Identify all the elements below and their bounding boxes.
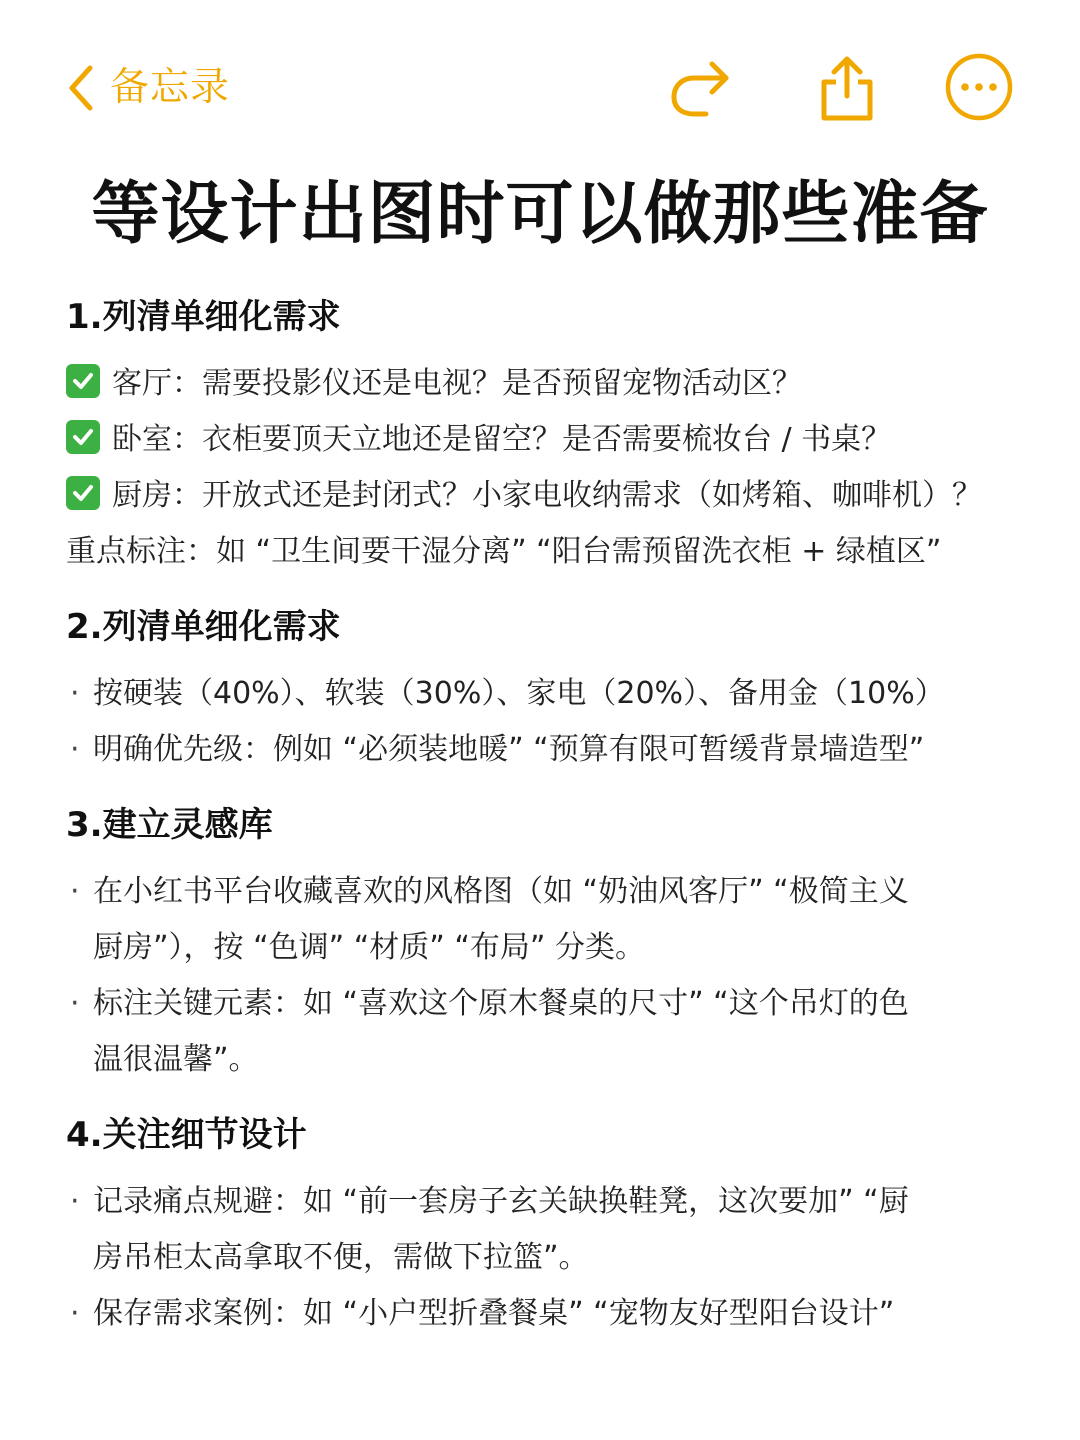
list-item-text: 保存需求案例：如 “小户型折叠餐桌” “宠物友好型阳台设计” [93, 1296, 895, 1331]
check-mark-icon [66, 364, 100, 398]
section-heading: 4.关注细节设计 [66, 1115, 307, 1155]
list-item [66, 1286, 1046, 1342]
note-title: 等设计出图时可以做那些准备 [91, 175, 989, 254]
checklist-text: 厨房：开放式还是封闭式？小家电收纳需求（如烤箱、咖啡机）？ [112, 478, 982, 513]
list-item-text: 在小红书平台收藏喜欢的风格图（如 “奶油风客厅” “极简主义 [93, 874, 909, 909]
note-body [66, 292, 1046, 1342]
more-icon [944, 52, 1014, 122]
list-item-text: 厨房”），按 “色调” “材质” “布局” 分类。 [93, 930, 645, 965]
list-item-text: 按硬装（40%）、软装（30%）、家电（20%）、备用金（10%） [93, 676, 945, 711]
checklist-item [66, 468, 1046, 524]
section-heading: 1.列清单细化需求 [66, 297, 341, 337]
more-button[interactable] [944, 52, 1014, 122]
bullet-mark: · [70, 1184, 80, 1219]
share-icon [812, 52, 882, 122]
list-item [66, 864, 1046, 976]
bullet-mark: · [70, 676, 80, 711]
bullet-mark: · [70, 874, 80, 909]
list-item [66, 722, 1046, 778]
list-item [66, 976, 1046, 1088]
list-item-text: 标注关键元素：如 “喜欢这个原木餐桌的尺寸” “这个吊灯的色 [93, 986, 909, 1021]
back-button[interactable] [66, 62, 230, 114]
list-item-text: 房吊柜太高拿取不便，需做下拉篮”。 [93, 1240, 589, 1275]
note-line: 重点标注：如 “卫生间要干湿分离” “阳台需预留洗衣柜 + 绿植区” [66, 534, 942, 569]
back-label: 备忘录 [110, 65, 231, 110]
chevron-left-icon [66, 64, 96, 112]
check-mark-icon [66, 420, 100, 454]
bullet-mark: · [70, 732, 80, 767]
list-item-text: 明确优先级：例如 “必须装地暖” “预算有限可暂缓背景墙造型” [93, 732, 925, 767]
bullet-mark: · [70, 1296, 80, 1331]
list-item [66, 1174, 1046, 1286]
navigation-bar [0, 0, 1080, 170]
list-item-text: 温很温馨”。 [93, 1042, 259, 1077]
bullet-mark: · [70, 986, 80, 1021]
checklist-text: 客厅：需要投影仪还是电视？是否预留宠物活动区？ [112, 366, 802, 401]
list-item [66, 666, 1046, 722]
checklist-item [66, 356, 1046, 412]
check-mark-icon [66, 476, 100, 510]
checklist-item [66, 412, 1046, 468]
list-item-text: 记录痛点规避：如 “前一套房子玄关缺换鞋凳，这次要加” “厨 [93, 1184, 909, 1219]
section-heading: 2.列清单细化需求 [66, 607, 341, 647]
share-button[interactable] [812, 52, 882, 122]
checklist-text: 卧室：衣柜要顶天立地还是留空？是否需要梳妆台 / 书桌？ [112, 422, 892, 457]
redo-icon [666, 52, 736, 122]
redo-button[interactable] [666, 52, 736, 122]
section-heading: 3.建立灵感库 [66, 805, 273, 845]
